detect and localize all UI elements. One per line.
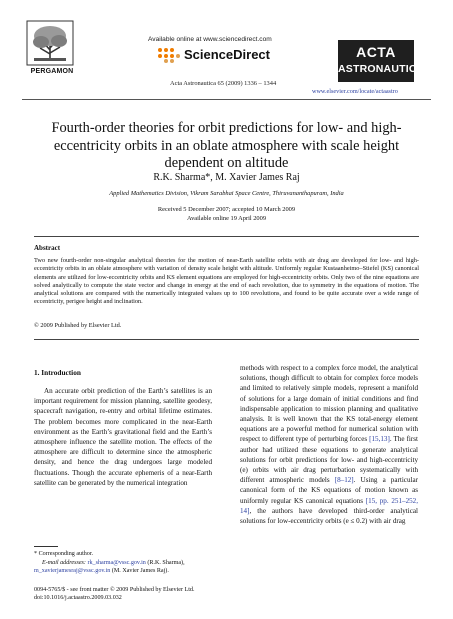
publisher-name: PERGAMON [30, 68, 74, 75]
available-online-date: Available online 19 April 2009 [186, 215, 267, 222]
corresponding-author-note: * Corresponding author. [34, 551, 94, 557]
sciencedirect-logo [156, 46, 270, 62]
sciencedirect-name: ScienceDirect [184, 46, 270, 62]
abstract-heading: Abstract [34, 244, 61, 252]
abstract-bottom-rule [34, 339, 419, 340]
email-owner: (M. Xavier James Raj). [110, 568, 169, 575]
journal-banner-line2: ASTRONAUTICA [338, 63, 425, 75]
email-footnote [34, 559, 212, 575]
email-link[interactable]: m_xavierjamesraj@vssc.gov.in [34, 568, 111, 575]
sciencedirect-dots-icon [156, 46, 180, 62]
abstract-text: Two new fourth-order non-singular analytical theories for the motion of near-Earth satellite orbits with air drag are developed for low- and high-eccentricity orbits in an oblate atmosphere with variation of density scale height with altitude. Uniformly regular Kustaanheimo–Stiefel (KS) canonical elements are utilized for low-eccentricity orbits and KS element equations are employed for high-eccentricity orbits. Only two of the nine equations are solved analytically to compute the state vector and change in energy at the end of each revolution, due to symmetry in the equations of motion. The analytical solutions are compared with the numerically integrated values up to 100 revolutions, and found to be quite accurate over a wide range of eccentricity, perigee height and inclination. [34, 257, 419, 306]
email-owner: (R.K. Sharma), [145, 560, 185, 566]
received-dates: Received 5 December 2007; accepted 10 March 2009 [157, 206, 296, 213]
elsevier-tree-logo [26, 20, 74, 66]
citation-link[interactable]: [15,13] [369, 435, 390, 444]
journal-url-link[interactable]: www.elsevier.com/locate/actaastro [312, 88, 398, 95]
journal-reference: Acta Astronautica 65 (2009) 1336 – 1344 [170, 80, 277, 87]
abstract-top-rule [34, 236, 419, 237]
citation-link[interactable]: [15, pp. 251–252, 14] [240, 496, 418, 515]
intro-right-text-2: . The first author had utilized these equations to generate analytical solutions for orbit predictions for low- and high-eccentricity (e) orbits with air drag perturbation systematically with different atmospheric models [240, 435, 418, 485]
issn-line: 0094-5765/$ - see front matter © 2009 Published by Elsevier Ltd. [34, 587, 195, 593]
intro-right-text-4: , the authors have developed third-order analytical solutions for low-eccentricity orbits (e ≤ 0.2) with air drag [240, 506, 418, 526]
footnote-divider [34, 546, 58, 547]
email-link[interactable]: rk_sharma@vssc.gov.in [87, 560, 146, 566]
intro-right-column [240, 363, 418, 526]
available-online-text: Available online at www.sciencedirect.com [148, 36, 272, 43]
intro-right-text-1: methods with respect to a complex force model, the analytical solutions, though difficult to obtain for complex force models and limited to relatively simple models, represent a manifold of solutions for a large domain of initial conditions and find indispensable application to mission planning and qualitative analysis. It is well known that the KS total-energy element equations are a powerful method for numerical solution with respect to different type of perturbing forces [240, 364, 418, 444]
journal-banner-line1: ACTA [356, 44, 396, 60]
authors: R.K. Sharma*, M. Xavier James Raj [153, 172, 300, 183]
affiliation: Applied Mathematics Division, Vikram Sarabhai Space Centre, Thiruvananthapuram, India [109, 190, 344, 197]
abstract-copyright: © 2009 Published by Elsevier Ltd. [34, 322, 122, 329]
header-divider [22, 99, 431, 100]
intro-right-text-3: . Using a particular canonical form of the KS equations of motion known as uniformly regular KS canonical equations [240, 476, 418, 505]
journal-banner [338, 40, 425, 82]
section-heading-introduction: 1. Introduction [34, 368, 81, 377]
citation-link[interactable]: [8–12] [334, 476, 354, 485]
intro-left-column: An accurate orbit prediction of the Earth’s satellites is an important requirement for mission planning, satellite geodesy, spacecraft navigation, re-entry and orbital lifetime estimates. The problem becomes more complicated in the near-Earth environment as the Earth’s gravitational field and the Earth’s atmosphere influence the satellite motion. The effects of the atmosphere are difficult to determine since the atmospheric density, and hence the drag undergoes large modeled fluctuations. Though the accurate ephemeris of a near-Earth satellite can be generated by the numerical integration [34, 387, 212, 487]
doi-line[interactable]: doi:10.1016/j.actaastro.2009.03.032 [34, 595, 122, 601]
email-label: E-mail addresses: [42, 560, 88, 566]
paper-title: Fourth-order theories for orbit predictions for low- and high-eccentricity orbits in an oblate atmosphere with scale height dependent on altitude [51, 120, 402, 171]
